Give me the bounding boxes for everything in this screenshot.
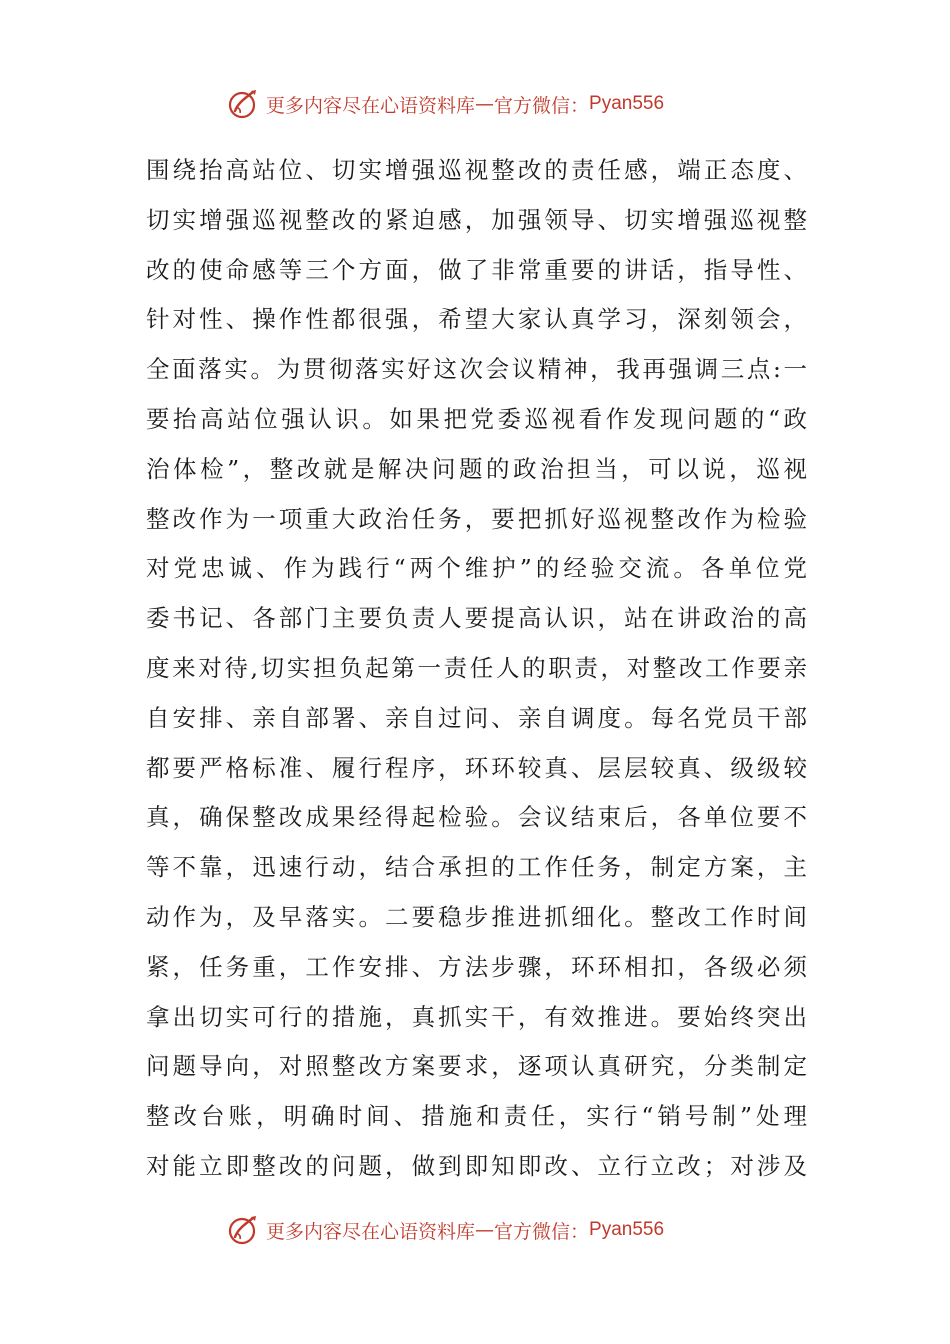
text-line: 整改作为一项重大政治任务，要把抓好巡视整改作为检验 bbox=[146, 504, 808, 533]
header-watermark bbox=[226, 84, 746, 124]
watermark-wechat-id: Pyan556 bbox=[589, 1219, 665, 1240]
text-line: 问题导向，对照整改方案要求，逐项认真研究，分类制定 bbox=[146, 1052, 808, 1081]
watermark-wechat-label: 官方微信： bbox=[494, 1220, 590, 1243]
text-line: 切实增强巡视整改的紧迫感，加强领导、切实增强巡视整 bbox=[146, 205, 808, 234]
text-line: 自安排、亲自部署、亲自过问、亲自调度。每名党员干部 bbox=[146, 703, 808, 732]
watermark-wechat-id: Pyan556 bbox=[589, 93, 665, 114]
pen-circle-logo-icon bbox=[226, 87, 260, 121]
document-body bbox=[146, 146, 808, 1192]
text-line: 整改台账，明确时间、措施和责任，实行“销号制”处理 bbox=[146, 1102, 808, 1131]
footer-watermark bbox=[226, 1210, 746, 1250]
watermark-separator: — bbox=[475, 1219, 495, 1241]
text-line: 对能立即整改的问题，做到即知即改、立行立改；对涉及 bbox=[146, 1151, 808, 1180]
watermark-separator: — bbox=[475, 93, 495, 115]
text-line: 拿出切实可行的措施，真抓实干，有效推进。要始终突出 bbox=[146, 1002, 808, 1031]
watermark-main-text: 更多内容尽在心语资料库 bbox=[266, 1220, 476, 1243]
text-line: 动作为，及早落实。二要稳步推进抓细化。整改工作时间 bbox=[146, 902, 808, 931]
text-line: 对党忠诚、作为践行“两个维护”的经验交流。各单位党 bbox=[146, 554, 808, 583]
text-line: 度来对待,切实担负起第一责任人的职责，对整改工作要亲 bbox=[146, 653, 808, 682]
text-line: 围绕抬高站位、切实增强巡视整改的责任感，端正态度、 bbox=[146, 156, 808, 184]
text-line: 改的使命感等三个方面，做了非常重要的讲话，指导性、 bbox=[146, 255, 808, 284]
watermark-main-text: 更多内容尽在心语资料库 bbox=[266, 94, 476, 117]
text-line: 全面落实。为贯彻落实好这次会议精神，我再强调三点:一 bbox=[146, 355, 808, 384]
text-line: 真，确保整改成果经得起检验。会议结束后，各单位要不 bbox=[146, 803, 808, 832]
text-line: 要抬高站位强认识。如果把党委巡视看作发现问题的“政 bbox=[146, 404, 808, 433]
text-line: 紧，任务重，工作安排、方法步骤，环环相扣，各级必须 bbox=[146, 952, 808, 981]
text-line: 治体检”，整改就是解决问题的政治担当，可以说，巡视 bbox=[146, 454, 808, 483]
text-line: 等不靠，迅速行动，结合承担的工作任务，制定方案，主 bbox=[146, 853, 808, 882]
text-line: 委书记、各部门主要负责人要提高认识，站在讲政治的高 bbox=[146, 604, 808, 633]
text-line: 都要严格标准、履行程序，环环较真、层层较真、级级较 bbox=[146, 753, 808, 782]
pen-circle-logo-icon bbox=[226, 1213, 260, 1247]
watermark-wechat-label: 官方微信： bbox=[494, 94, 590, 117]
text-line: 针对性、操作性都很强，希望大家认真学习，深刻领会， bbox=[146, 305, 808, 334]
